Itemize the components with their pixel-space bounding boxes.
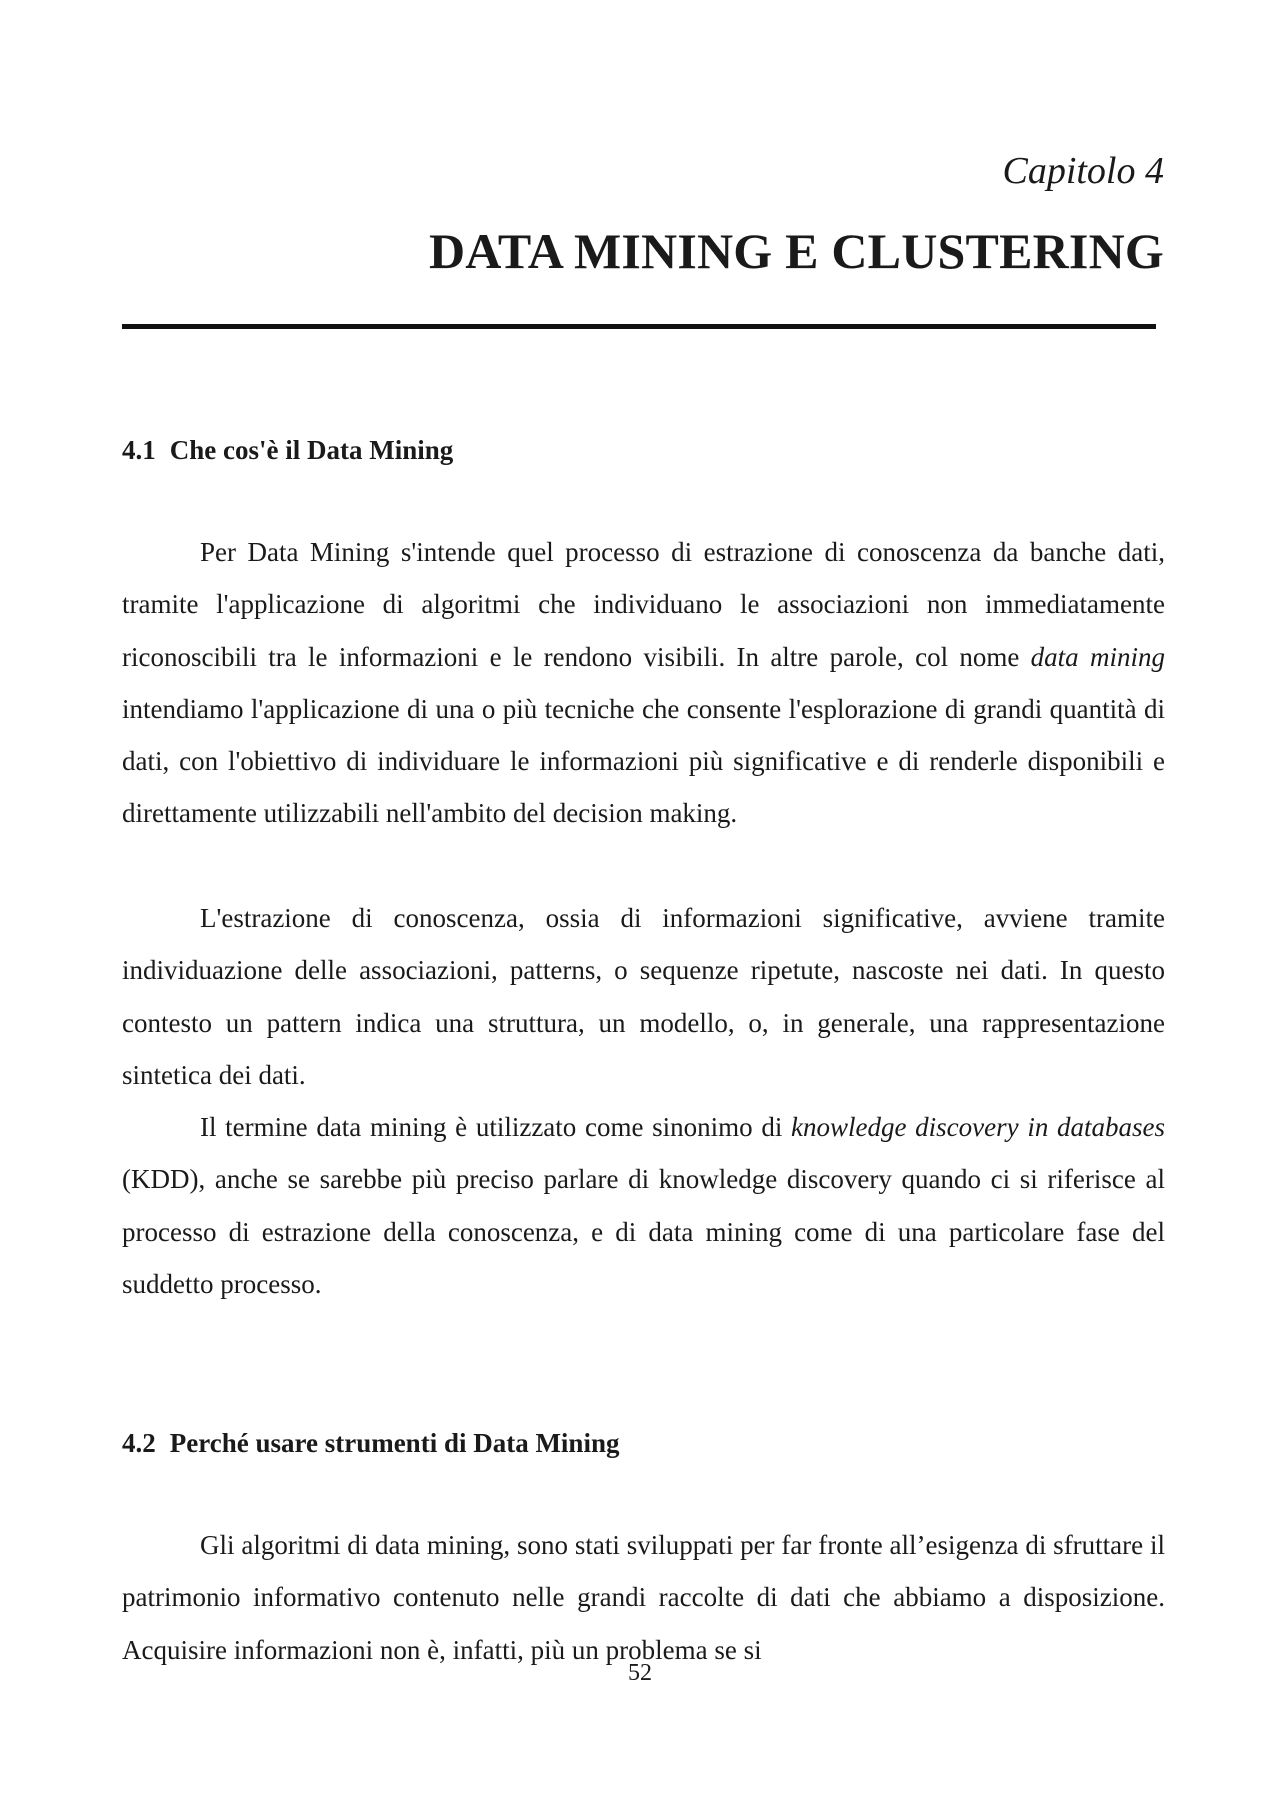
paragraph-text: Il termine data mining è utilizzato come sinonimo di xyxy=(200,1112,792,1142)
section-heading-4-1 xyxy=(122,437,453,464)
paragraph-text: Per Data Mining s'intende quel processo di estrazione di conoscenza da banche dati, tramite l'applicazione di algoritmi che individuano le associazioni non immediatamente riconoscibili tra le informazioni e le rendono visibili. In altre parole, col nome xyxy=(122,537,1165,672)
paragraph: L'estrazione di conoscenza, ossia di informazioni significative, avviene tramite individuazione delle associazioni, patterns, o sequenze ripetute, nascoste nei dati. In questo contesto un pattern indica una struttura, un modello, o, in generale, una rappresentazione sintetica dei dati. xyxy=(122,903,1165,1090)
chapter-label: Capitolo 4 xyxy=(1002,150,1164,192)
page-number: 52 xyxy=(628,1660,652,1686)
section-number: 4.1 xyxy=(122,435,156,465)
paragraph xyxy=(122,526,1165,840)
section-title: Perché usare strumenti di Data Mining xyxy=(169,1428,620,1458)
section-heading-4-2 xyxy=(122,1430,619,1457)
chapter-divider xyxy=(122,324,1156,329)
paragraph-text: (KDD), anche se sarebbe più preciso parlare di knowledge discovery quando ci si riferisce al processo di estrazione della conoscenza, e di data mining come di una particolare fase del suddetto processo. xyxy=(122,1164,1165,1299)
section-number: 4.2 xyxy=(122,1428,156,1458)
emphasis-text: data mining xyxy=(1030,641,1165,672)
emphasis-text: knowledge discovery in databases xyxy=(791,1112,1166,1142)
paragraph xyxy=(122,1101,1165,1310)
chapter-title: DATA MINING E CLUSTERING xyxy=(428,223,1164,279)
section-title: Che cos'è il Data Mining xyxy=(169,435,454,465)
paragraph-text: intendiamo l'applicazione di una o più tecniche che consente l'esplorazione di grandi quantità di dati, con l'obiettivo di individuare le informazioni più significative e di renderle disponibili e direttamente utilizzabili nell'ambito del decision making. xyxy=(122,693,1165,829)
paragraph: Gli algoritmi di data mining, sono stati sviluppati per far fronte all’esigenza di sfruttare il patrimonio informativo contenuto nelle grandi raccolte di dati che abbiamo a disposizione. Acquisire informazioni non è, infatti, più un problema se si xyxy=(122,1530,1165,1665)
